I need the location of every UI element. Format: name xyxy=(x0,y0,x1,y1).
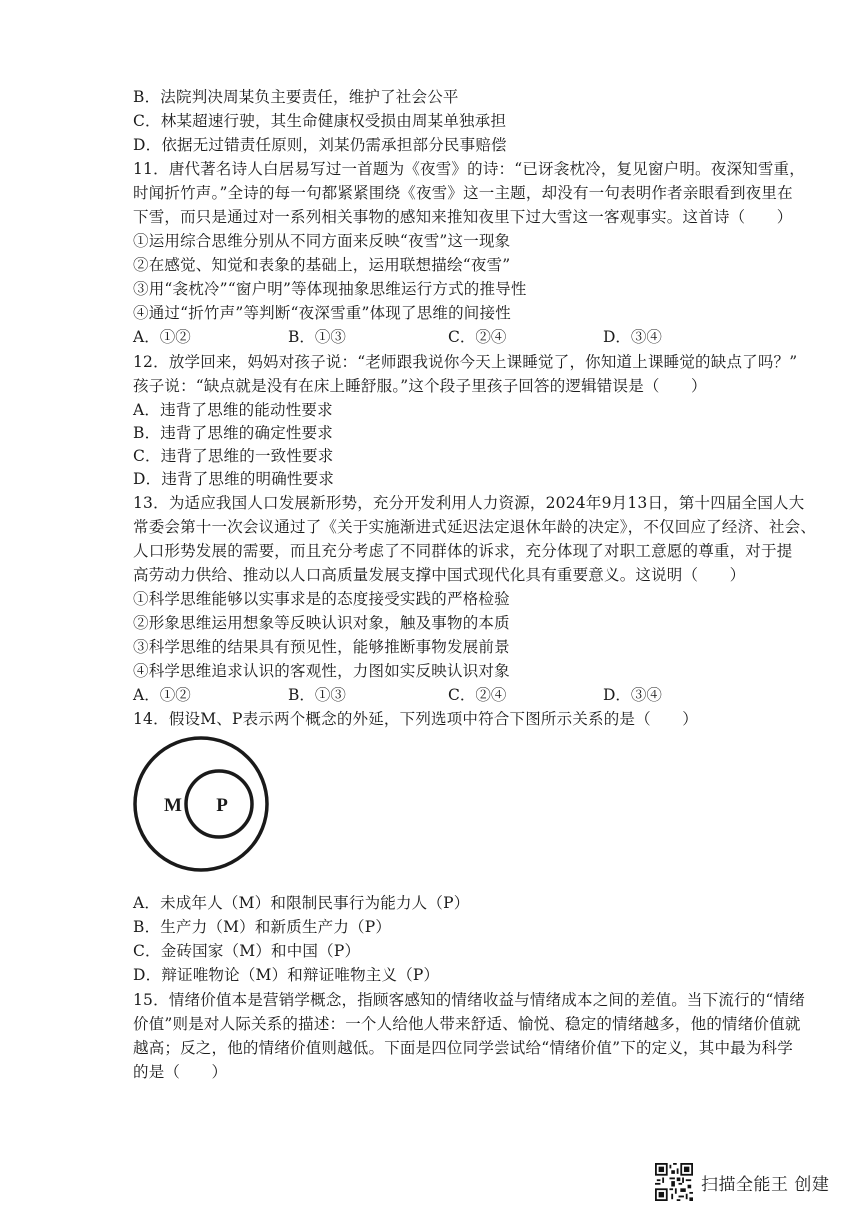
q11-statement-1: ①运用综合思维分别从不同方面来反映“夜雪”这一现象 xyxy=(133,232,511,250)
q13-option-a: A．①② xyxy=(133,686,191,704)
q11-statement-4: ④通过“折竹声”等判断“夜深雪重”体现了思维的间接性 xyxy=(133,304,511,322)
q10-option-b: B．法院判决周某负主要责任，维护了社会公平 xyxy=(133,88,459,106)
q13-statement-4: ④科学思维追求认识的客观性，力图如实反映认识对象 xyxy=(133,662,510,680)
q11-stem-line-3: 下雪，而只是通过对一系列相关事物的感知来推知夜里下过大雪这一客观事实。这首诗（ ） xyxy=(133,208,793,226)
q13-option-b: B．①③ xyxy=(288,686,346,704)
outer-circle-m xyxy=(135,738,267,870)
q11-option-c: C．②④ xyxy=(448,328,507,346)
q12-option-d: D．违背了思维的明确性要求 xyxy=(133,470,335,488)
label-m: M xyxy=(164,795,182,816)
q14-stem: 14．假设M、P表示两个概念的外延，下列选项中符合下图所示关系的是（ ） xyxy=(133,710,698,728)
q11-options xyxy=(133,327,693,347)
q11-statement-3: ③用“衾枕冷”“窗户明”等体现抽象思维运行方式的推导性 xyxy=(133,280,527,298)
q13-statement-3: ③科学思维的结果具有预见性，能够推断事物发展前景 xyxy=(133,638,510,656)
qr-code-icon xyxy=(655,1163,693,1201)
q15-stem-line-2: 价值”则是对人际关系的描述：一个人给他人带来舒适、愉悦、稳定的情绪越多，他的情绪价值就 xyxy=(133,1015,801,1033)
q13-option-c: C．②④ xyxy=(448,686,507,704)
q15-stem-line-3: 越高；反之，他的情绪价值则越低。下面是四位同学尝试给“情绪价值”下的定义，其中最为科学 xyxy=(133,1039,793,1057)
q12-stem-line-2: 孩子说：“缺点就是没有在床上睡舒服。”这个段子里孩子回答的逻辑错误是（ ） xyxy=(133,377,707,395)
label-p: P xyxy=(216,795,228,816)
q13-stem-line-2: 常委会第十一次会议通过了《关于实施渐进式延迟法定退休年龄的决定》，不仅回应了经济、社会、 xyxy=(133,518,817,536)
q14-option-b: B．生产力（M）和新质生产力（P） xyxy=(133,918,392,936)
q13-statement-2: ②形象思维运用想象等反映认识对象，触及事物的本质 xyxy=(133,614,510,632)
watermark-text: 扫描全能王 创建 xyxy=(701,1174,830,1195)
q11-stem-line-1: 11．唐代著名诗人白居易写过一首题为《夜雪》的诗：“已讶衾枕冷，复见窗户明。夜深知雪重， xyxy=(133,160,805,178)
q13-stem-line-1: 13．为适应我国人口发展新形势，充分开发利用人力资源，2024年9月13日，第十四届全国人大 xyxy=(133,494,805,512)
q13-statement-1: ①科学思维能够以实事求是的态度接受实践的严格检验 xyxy=(133,590,510,608)
q13-stem-line-3: 人口形势发展的需要，而且充分考虑了不同群体的诉求，充分体现了对职工意愿的尊重，对于提 xyxy=(133,542,793,560)
venn-diagram xyxy=(132,730,272,880)
q11-option-b: B．①③ xyxy=(288,328,346,346)
q12-option-a: A．违背了思维的能动性要求 xyxy=(133,401,333,419)
q12-stem-line-1: 12．放学回来，妈妈对孩子说：“老师跟我说你今天上课睡觉了，你知道上课睡觉的缺点了吗？” xyxy=(133,353,798,371)
q14-option-d: D．辩证唯物论（M）和辩证唯物主义（P） xyxy=(133,966,440,984)
q11-option-a: A．①② xyxy=(133,328,191,346)
q14-option-c: C．金砖国家（M）和中国（P） xyxy=(133,942,361,960)
q13-stem-line-4: 高劳动力供给、推动以人口高质量发展支撑中国式现代化具有重要意义。这说明（ ） xyxy=(133,566,746,584)
q13-option-d: D．③④ xyxy=(603,686,662,704)
q12-option-b: B．违背了思维的确定性要求 xyxy=(133,424,333,442)
q14-option-a: A．未成年人（M）和限制民事行为能力人（P） xyxy=(133,894,470,912)
q11-stem-line-2: 时闻折竹声。”全诗的每一句都紧紧围绕《夜雪》这一主题，却没有一句表明作者亲眼看到夜里在 xyxy=(133,184,793,202)
q13-options xyxy=(133,685,693,705)
q11-option-d: D．③④ xyxy=(603,328,662,346)
q15-stem-line-4: 的是（ ） xyxy=(133,1063,228,1081)
scanner-watermark xyxy=(655,1163,829,1201)
q11-statement-2: ②在感觉、知觉和表象的基础上，运用联想描绘“夜雪” xyxy=(133,256,511,274)
q15-stem-line-1: 15．情绪价值本是营销学概念，指顾客感知的情绪收益与情绪成本之间的差值。当下流行的“情绪 xyxy=(133,991,805,1009)
q10-option-c: C．林某超速行驶，其生命健康权受损由周某单独承担 xyxy=(133,112,507,130)
q10-option-d: D．依据无过错责任原则，刘某仍需承担部分民事赔偿 xyxy=(133,136,507,154)
q12-option-c: C．违背了思维的一致性要求 xyxy=(133,447,334,465)
